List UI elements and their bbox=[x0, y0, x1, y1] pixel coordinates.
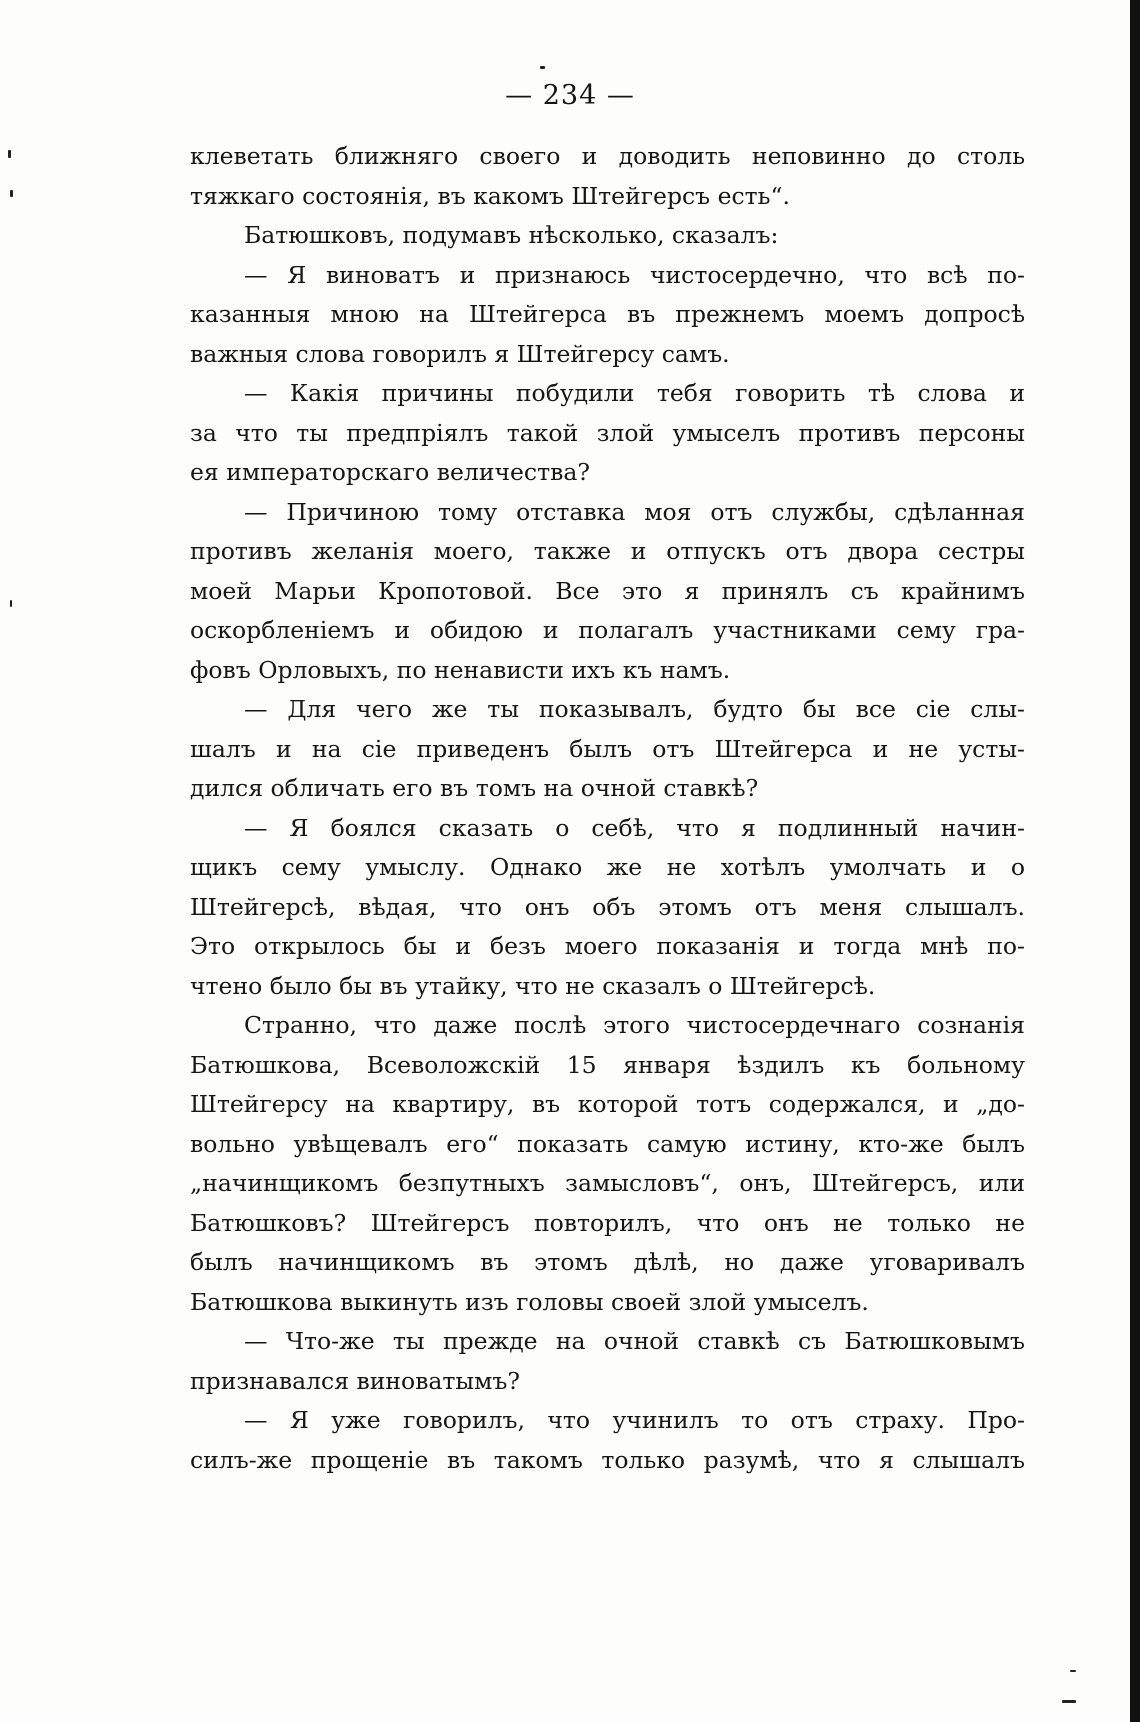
text-line: Батюшковъ? Штейгерсъ повторилъ, что онъ не только не bbox=[190, 1208, 1025, 1237]
text-line: тяжкаго состоянія, въ какомъ Штейгерсъ есть“. bbox=[190, 181, 790, 210]
text-line: шалъ и на сіе приведенъ былъ отъ Штейгерса и не усты- bbox=[190, 734, 1025, 763]
text-line: — Для чего же ты показывалъ, будто бы все сіе слы- bbox=[244, 695, 1025, 723]
text-line: Странно, что даже послѣ этого чистосердечнаго сознанія bbox=[244, 1011, 1025, 1039]
text-line: важныя слова говорилъ я Штейгерсу самъ. bbox=[190, 339, 730, 368]
text-line: чтено было бы въ утайку, что не сказалъ о Штейгерсѣ. bbox=[190, 971, 876, 1000]
text-line: клеветать ближняго своего и доводить неповинно до столь bbox=[190, 142, 1025, 170]
scan-speck bbox=[10, 190, 13, 197]
text-line: противъ желанія моего, также и отпускъ отъ двора сестры bbox=[190, 537, 1025, 565]
scan-border bbox=[1130, 0, 1140, 1722]
scan-speck bbox=[1070, 1670, 1076, 1672]
text-line: казанныя мною на Штейгерса въ прежнемъ моемъ допросѣ bbox=[190, 300, 1025, 328]
text-line: — Я боялся сказать о себѣ, что я подлинный начин- bbox=[244, 813, 1025, 842]
text-line: Это открылось бы и безъ моего показанія и тогда мнѣ по- bbox=[190, 932, 1025, 960]
text-line: фовъ Орловыхъ, по ненависти ихъ къ намъ. bbox=[190, 655, 731, 684]
text-line: щикъ сему умыслу. Однако же не хотѣлъ умолчать и о bbox=[190, 853, 1025, 881]
text-line: — Какія причины побудили тебя говорить тѣ слова и bbox=[244, 379, 1025, 407]
text-line: Штейгерсѣ, вѣдая, что онъ объ этомъ отъ меня слышалъ. bbox=[190, 892, 1025, 921]
text-line: ея императорскаго величества? bbox=[190, 458, 590, 486]
scan-speck bbox=[1062, 1700, 1076, 1703]
text-line: — Я уже говорилъ, что учинилъ то отъ страху. Про- bbox=[244, 1406, 1025, 1434]
text-line: — Что-же ты прежде на очной ставкѣ съ Батюшковымъ bbox=[244, 1327, 1025, 1355]
scan-speck bbox=[540, 66, 545, 69]
text-line: былъ начинщикомъ въ этомъ дѣлѣ, но даже уговаривалъ bbox=[190, 1248, 1025, 1276]
page-number: — 234 — bbox=[505, 80, 635, 111]
text-line: силъ-же прощеніе въ такомъ только разумѣ, что я слышалъ bbox=[190, 1445, 1025, 1474]
text-line: Батюшкова, Всеволожскій 15 января ѣздилъ къ больному bbox=[190, 1050, 1025, 1079]
body-text bbox=[190, 137, 1025, 1480]
text-line: признавался виноватымъ? bbox=[190, 1366, 520, 1395]
text-line: „начинщикомъ безпутныхъ замысловъ“, онъ, Штейгерсъ, или bbox=[190, 1169, 1025, 1197]
text-line: вольно увѣщевалъ его“ показать самую истину, кто-же былъ bbox=[190, 1129, 1025, 1158]
text-line: Батюшковъ, подумавъ нѣсколько, сказалъ: bbox=[244, 221, 779, 249]
text-line: за что ты предпріялъ такой злой умыселъ противъ персоны bbox=[190, 418, 1025, 447]
text-line: — Причиною тому отставка моя отъ службы, сдѣланная bbox=[244, 497, 1025, 526]
scan-speck bbox=[8, 150, 11, 158]
text-line: — Я виноватъ и признаюсь чистосердечно, что всѣ по- bbox=[244, 260, 1025, 289]
text-line: дился обличать его въ томъ на очной ставкѣ? bbox=[190, 774, 759, 802]
text-line: моей Марьи Кропотовой. Все это я принялъ съ крайнимъ bbox=[190, 576, 1025, 605]
text-line: Батюшкова выкинуть изъ головы своей злой умыселъ. bbox=[190, 1287, 869, 1316]
text-line: Штейгерсу на квартиру, въ которой тотъ содержался, и „до- bbox=[190, 1090, 1025, 1118]
text-line: оскорбленіемъ и обидою и полагалъ участниками сему гра- bbox=[190, 616, 1025, 644]
scan-speck bbox=[10, 600, 12, 607]
